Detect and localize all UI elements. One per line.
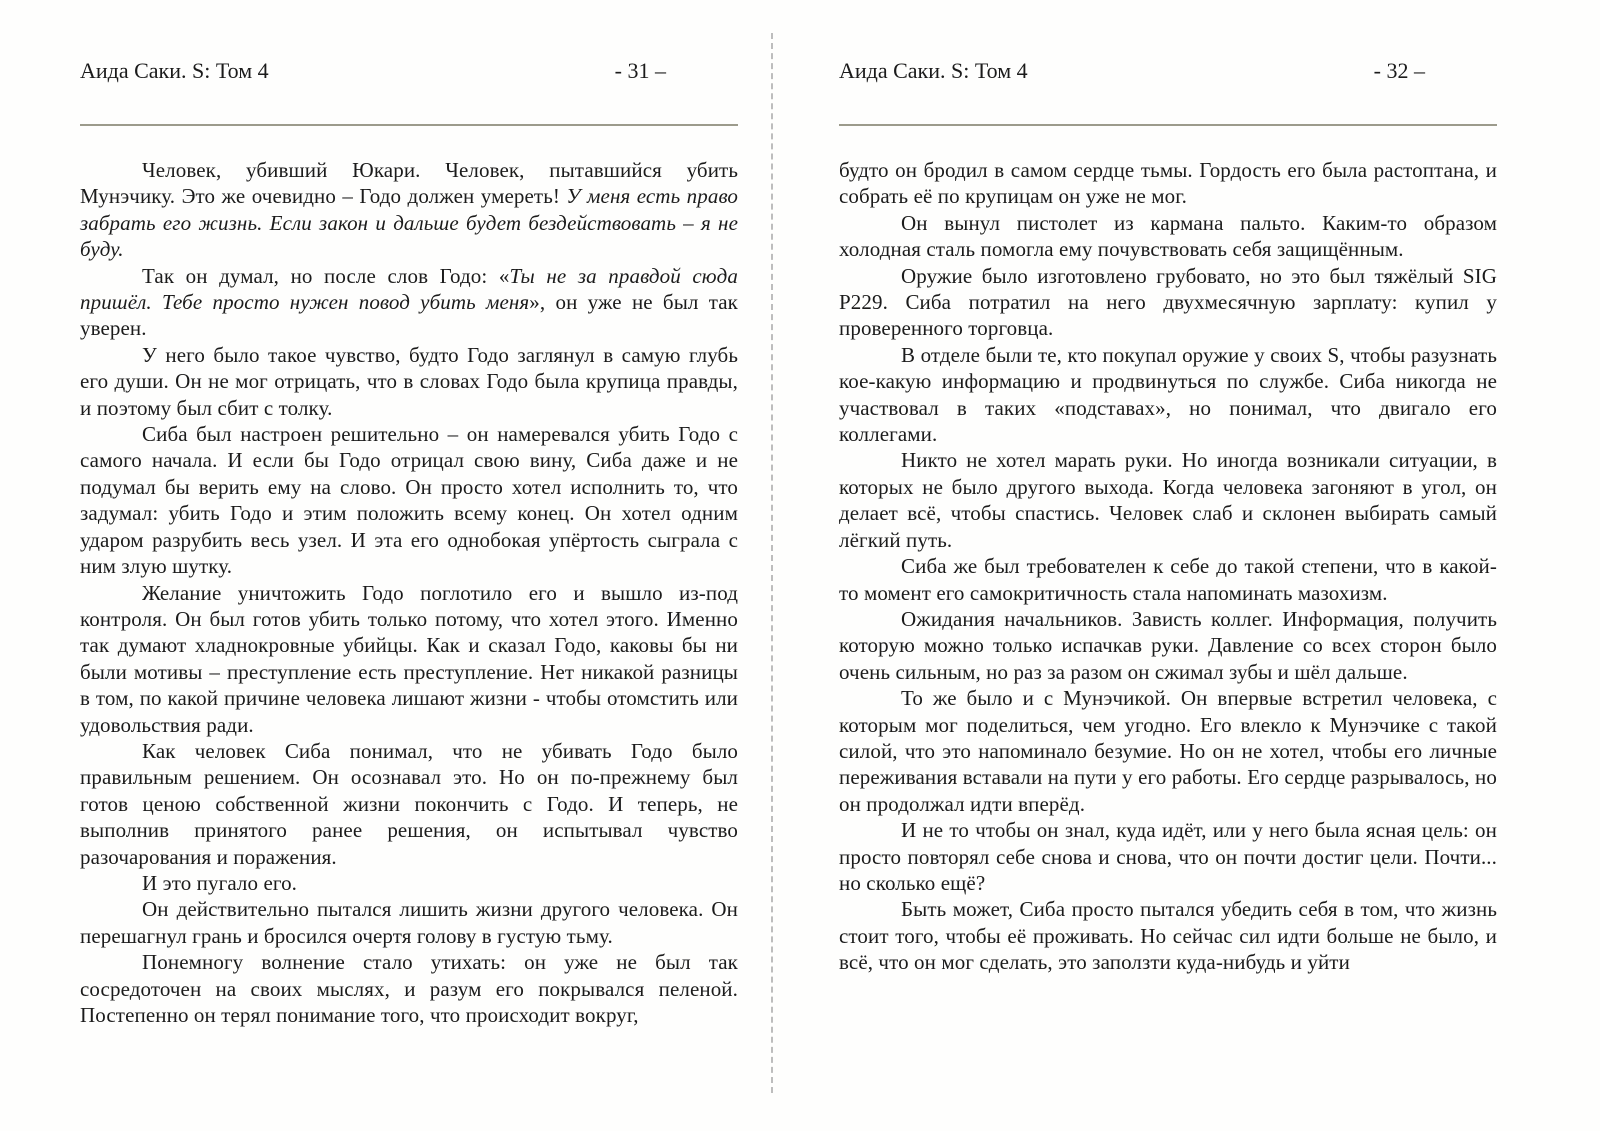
text-run: В отделе были те, кто покупал оружие у своих S, чтобы разузнать кое-какую информацию и продвинуться по службе. Сиба никогда не участвовал в таких «подставах», но понимал, что двигало его коллегами.: [839, 342, 1497, 447]
book-title: Аида Саки. S: Том 4: [839, 58, 1028, 83]
page-left: [80, 57, 738, 1028]
text-run: У меня есть право забрать его жизнь. Если закон и дальше будет бездействовать – я не буду.: [80, 184, 738, 262]
text-run: Он вынул пистолет из кармана пальто. Каким-то образом холодная сталь помогла ему почувствовать себя защищённым.: [839, 210, 1497, 262]
paragraph: [839, 447, 1497, 553]
paragraph: [80, 870, 738, 896]
paragraph: [80, 949, 738, 1028]
page-right: [839, 57, 1497, 976]
text-run: И не то чтобы он знал, куда идёт, или у него была ясная цель: он просто повторял себе снова и снова, что он почти достиг цели. Почти... но сколько ещё?: [839, 818, 1497, 895]
header-rule: [839, 124, 1497, 126]
header-rule: [80, 124, 738, 126]
paragraph: [839, 896, 1497, 975]
text-run: То же было и с Мунэчикой. Он впервые встретил человека, с которым мог поделиться, чем угодно. Его влекло к Мунэчике с такой силой, что это напоминало безумие. Но он не хотел, чтобы его личные переживания вставали на пути у его работы. Его сердце разрывалось, но он продолжал идти вперёд.: [839, 686, 1497, 816]
paragraph: [839, 342, 1497, 448]
book-title: Аида Саки. S: Том 4: [80, 58, 269, 83]
text-run: Желание уничтожить Годо поглотило его и вышло из-под контроля. Он был готов убить только потому, что хотел этого. Именно так думают хладнокровные убийцы. Как и сказал Годо, каковы бы ни были мотивы – преступление есть преступление. Нет никакой разницы в том, по какой причине человека лишают жизни - чтобы отомстить или удовольствия ради.: [80, 580, 738, 737]
page-right-header: [839, 57, 1497, 87]
text-run: Никто не хотел марать руки. Но иногда возникали ситуации, в которых не было другого выхода. Когда человека загоняют в угол, он делает всё, чтобы спастись. Человек слаб и склонен выбирать самый лёгкий путь.: [839, 448, 1497, 552]
text-run: будто он бродил в самом сердце тьмы. Гордость его была растоптана, и собрать её по крупицам он уже не мог.: [839, 158, 1497, 209]
paragraph: [839, 553, 1497, 606]
paragraph: [839, 263, 1497, 342]
text-run: Сиба был настроен решительно – он намеревался убить Годо с самого начала. И если бы Годо отрицал свою вину, Сиба даже и не подумал бы верить ему на слово. Он просто хотел исполнить то, что задумал: убить Годо и этим положить всему конец. Он хотел одним ударом разрубить весь узел. И эта его однобокая упёртость сыграла с ним злую шутку.: [80, 422, 738, 579]
text-run: У него было такое чувство, будто Годо заглянул в самую глубь его души. Он не мог отрицать, что в словах Годо была крупица правды, и поэтому был сбит с толку.: [80, 342, 738, 420]
text-run: Ожидания начальников. Зависть коллег. Информация, получить которую можно только испачкав руки. Давление со всех сторон было очень сильным, но раз за разом он сжимал зубы и шёл дальше.: [839, 606, 1497, 684]
paragraph: [80, 157, 738, 263]
paragraph: [80, 738, 738, 870]
paragraph: [80, 896, 738, 949]
paragraph: [839, 817, 1497, 896]
text-run: Так он думал, но после слов Годо: «: [142, 263, 510, 288]
text-run: Быть может, Сиба просто пытался убедить себя в том, что жизнь стоит того, чтобы её проживать. Но сейчас сил идти больше не было, и всё, что он мог сделать, это заползти куда-нибудь и уйти: [839, 897, 1497, 975]
text-run: Человек, убивший Юкари. Человек, пытавшийся убить Мунэчику. Это же очевидно – Годо должен умереть!: [80, 158, 738, 209]
page-right-body: [839, 157, 1497, 976]
text-run: Сиба же был требователен к себе до такой степени, что в какой-то момент его самокритичность стала напоминать мазохизм.: [839, 554, 1497, 605]
page-gutter-divider: [771, 33, 773, 1093]
paragraph: [80, 263, 738, 342]
text-run: Ты не за правдой сюда пришёл. Тебе просто нужен повод убить меня: [80, 263, 739, 315]
text-run: Понемногу волнение стало утихать: он уже не был так сосредоточен на своих мыслях, и разум его покрывался пеленой. Постепенно он терял понимание того, что происходит вокруг,: [80, 950, 738, 1027]
text-run: Как человек Сиба понимал, что не убивать Годо было правильным решением. Он осознавал это. Но он по-прежнему был готов ценою собственной жизни покончить с Годо. И теперь, не выполнив принятого ранее решения, он испытывал чувство разочарования и поражения.: [80, 738, 738, 869]
text-run: », он уже не был так уверен.: [80, 290, 738, 341]
paragraph: [839, 210, 1497, 263]
page-number: - 32 –: [1373, 58, 1425, 83]
paragraph: [839, 157, 1497, 210]
paragraph: [839, 685, 1497, 817]
paragraph: [839, 606, 1497, 685]
text-run: И это пугало его.: [142, 870, 298, 895]
page-number: - 31 –: [614, 58, 666, 83]
page-left-header: [80, 57, 738, 87]
paragraph: [80, 342, 738, 421]
page-left-body: [80, 157, 738, 1028]
text-run: Оружие было изготовлено грубовато, но это был тяжёлый SIG P229. Сиба потратил на него двухмесячную зарплату: купил у проверенного торговца.: [839, 263, 1497, 341]
text-run: Он действительно пытался лишить жизни другого человека. Он перешагнул грань и бросился очертя голову в густую тьму.: [80, 897, 738, 948]
paragraph: [80, 421, 738, 579]
paragraph: [80, 580, 738, 738]
